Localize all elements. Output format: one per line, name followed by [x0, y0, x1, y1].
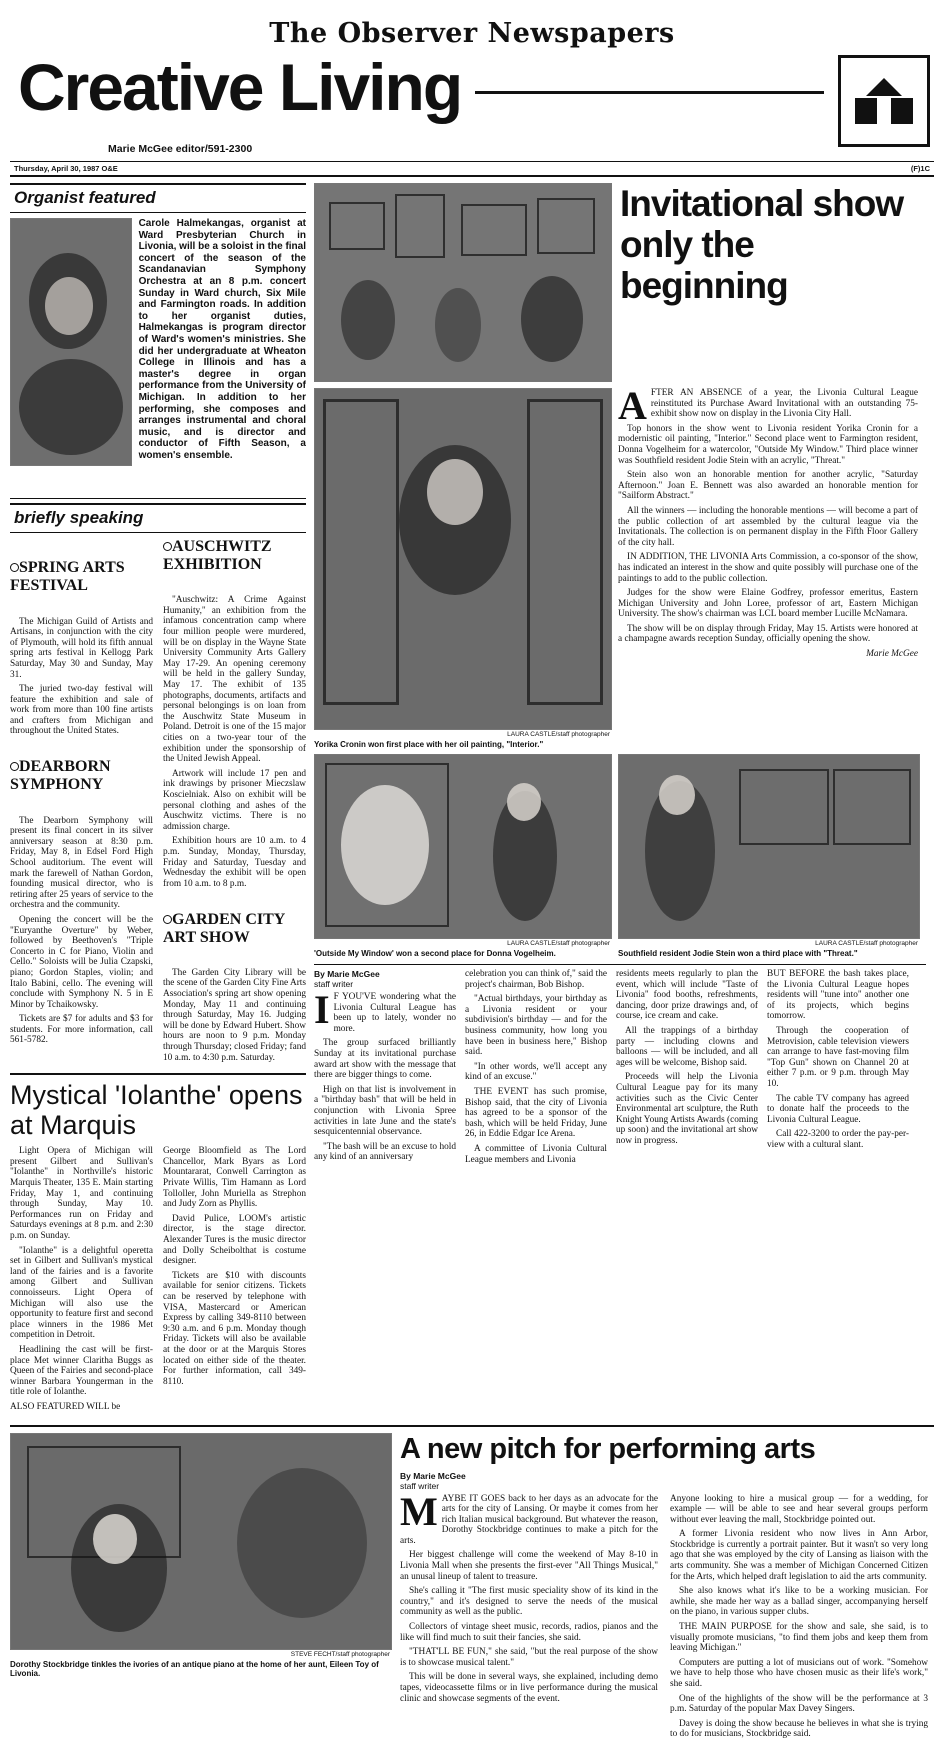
title-rule — [475, 51, 824, 94]
brief-heading: SPRING ARTS FESTIVAL — [10, 559, 125, 595]
briefly-kicker-box — [10, 503, 306, 533]
stockbridge-photo — [10, 1433, 392, 1650]
birthday-col2: celebration you can think of," said the project's chairman, Bob Bishop. "Actual birthdays, your birthday as a Livonia resident or your subdivision's birthday — and for the business community, how long you have been in business here," Bishop said. "In other words, we'll accept any kind of an excuse." THE EVENT has such promise, Bishop said, that the city of Livonia has agreed to be a sponsor of the bash, which will be held Friday, June 26, in Eddie Edgar Ice Arena. A committee of Livonia Cultural League members and Livonia — [465, 969, 607, 1165]
brief-heading: AUSCHWITZ EXHIBITION — [163, 538, 272, 573]
stockbridge-credit: STEVE FECHT/staff photographer — [290, 1650, 390, 1658]
editor-line: Marie McGee editor/591-2300 — [108, 143, 253, 155]
dropcap: M — [400, 1488, 438, 1534]
vogelheim-caption: 'Outside My Window' won a second place for Donna Vogelheim. — [314, 949, 556, 958]
bullet-icon — [163, 915, 172, 924]
brief-heading: DEARBORN SYMPHONY — [10, 758, 111, 794]
brief-paragraph: The Michigan Guild of Artists and Artisans, in conjunction with the city of Plymouth, will hold its fifth annual spring arts festival in Kellogg Park Saturday, May 30 and Sunday, May 31. — [10, 616, 153, 680]
gallery-installation-photo — [314, 183, 612, 382]
cronin-credit: LAURA CASTLE/staff photographer — [507, 731, 610, 738]
brief-item — [10, 559, 153, 737]
birthday-col1: I F YOU'VE wondering what the Livonia Cultural League has been up to lately, wonder no more. The group surfaced brilliantly Sunday at its invitational purchase award art show with the message that there are bigger things to come. High on that list is involvement in a "birthday bash" that will be held in conjunction with Livonia Spree activities in late June and the state's sesquicentennial observance. "The bash will be an excuse to hold any kind of an anniversary — [314, 987, 456, 1163]
left-column — [10, 183, 306, 1417]
brief-paragraph: The juried two-day festival will feature the exhibition and sale of work from more than 100 fine artists and crafters from Michigan and throughout the United States. — [10, 684, 153, 737]
paper-name: The Observer Newspapers — [269, 18, 675, 49]
pitch-col2: Anyone looking to hire a musical group — for a wedding, for example — will be able to see and hear several groups perform without ever leaving the mall, Stockbridge pointed out. A former Livonia resident who now lives in Ann Arbor, Stockbridge is currently a portrait painter. But it wasn't so very long ago that she was employed by the city of Lansing as liaison with the arts community. She was a member of Michigan Concerned Citizen for the Arts, which helped draft legislation to aid the arts community. She also knows what it's like to be a working musician. For awhile, she made her way as a ballad singer, accompanying herself on the piano, in various supper clubs. THE MAIN PURPOSE for the show and sale, she said, is to visually promote musicians, "to find them jobs and keep them from leaving Michigan." Computers are putting a lot of musicians out of work. "Somehow we have to help those who have chosen music as their life's work," she said. One of the highlights of the show will be the performance at 3 p.m. Saturday of the popular Max Davey Singers. Davey is doing the show because he believes in what she is trying to do for musicians, Stockbridge said. — [670, 1493, 928, 1740]
house-logo-icon — [838, 55, 930, 147]
birthday-col3: residents meets regularly to plan the event, which will include "Taste of Livonia" food booths, refreshments, dancing, door prize drawings and, of course, ice cream and cake. All the trappings of a birthday party — including clowns and balloons — will be included, and all ages will be welcome, Bishop said. Proceeds will help the Livonia Cultural League pay for its many activities such as the Civic Center Environmental art sculpture, the Ruth Knight Young Artists Awards (coming up soon) and the invitational art show now in progress. — [616, 969, 758, 1146]
brief-item — [163, 911, 306, 1064]
bullet-icon — [10, 762, 19, 771]
invitational-signature: Marie McGee — [866, 649, 918, 660]
folio-date: Thursday, April 30, 1987 O&E — [14, 164, 118, 173]
brief-paragraph: Exhibition hours are 10 a.m. to 4 p.m. Sunday, Monday, Thursday, Friday and Saturday, Tuesday and Wednesday the exhibit will be open from 10 a.m. to 8 p.m. — [163, 836, 306, 889]
briefly-items — [10, 538, 306, 1067]
folio — [10, 161, 934, 177]
organist-kicker: Organist featured — [14, 188, 156, 207]
stein-photo — [618, 754, 920, 939]
brief-paragraph: Tickets are $7 for adults and $3 for students. For more information, call 561-5782. — [10, 1014, 153, 1046]
pitch-byline: By Marie McGee staff writer — [400, 1470, 466, 1491]
cronin-caption: Yorika Cronin won first place with her oil painting, "Interior." — [314, 740, 544, 749]
organist-text: Carole Halmekangas, organist at Ward Presbyterian Church in Livonia, will be a soloist in the final concert of the season of the Scandanavian Symphony Orchestra at an 8 p.m. concert Sunday in Ward church, Six Mile and Farmington roads. In addition to her organist duties, Halmekangas is program director of Ward's women's ministries. She did her undergraduate at Wheaton College in Illinois and has a master's degree in organ performance from the University of Michigan. In addition to her performing, she composes and arranges instrumental and choral music, and is director and conductor of Fifth Season, a women's ensemble. — [138, 218, 306, 461]
content-area — [10, 183, 934, 1744]
dropcap: A — [618, 383, 647, 428]
folio-page: (F)1C — [910, 164, 930, 173]
brief-paragraph: The Garden City Library will be the scene of the Garden City Fine Arts Association's spring art show opening Monday, May 11 and continuing through Saturday, May 16. Judging will be done by Edward Hubert. Show hours are noon to 9 p.m. Monday through Thursday; closed Friday; fand 10 a.m. to 4:30 p.m. Saturday. — [163, 967, 306, 1063]
vogelheim-photo — [314, 754, 612, 939]
brief-paragraph: Opening the concert will be the "Euryanthe Overture" by Weber, followed by Beethoven's "Triple Concerto in C for Piano, Violin and Cello." Soloists will be Julia Czapski, piano; Gordon Staples, violin; and Italo Babini, cello. The evening will conclude with Symphony N. 5 in E Minor by Tchaikowsky. — [10, 914, 153, 1010]
stockbridge-caption: Dorothy Stockbridge tinkles the ivories of an antique piano at the home of her aunt, Eileen Toy of Livonia. — [10, 1659, 379, 1678]
bullet-icon — [163, 542, 172, 551]
brief-paragraph: Artwork will include 17 pen and ink drawings by prisoner Mieczslaw Koscielniak. Also on exhibit will be personal clothing and ashes of the Auschwitz victims. There is no admission charge. — [163, 768, 306, 832]
brief-item — [163, 538, 306, 889]
birthday-col4: BUT BEFORE the bash takes place, the Livonia Cultural League hopes residents will "tune into" another one of its projects, which begins tomorrow. Through the cooperation of Metrovision, cable television viewers can arrange to have fast-moving film "Top Gun" shown on Channel 20 at either 7 p.m. or 9 p.m. through May 10. The cable TV company has agreed to donate half the proceeds to the Livonia Cultural League. Call 422-3200 to order the pay-per-view with a cultural slant. — [767, 969, 909, 1150]
birthday-byline: By Marie McGee staff writer — [314, 969, 380, 989]
brief-item — [10, 758, 153, 1046]
briefly-kicker: briefly speaking — [14, 508, 144, 527]
dropcap: I — [314, 987, 330, 1032]
brief-paragraph: The Dearborn Symphony will present its final concert in its silver anniversary season at 8:30 p.m. Friday, May 8, in Edsel Ford High School auditorium. The event will mark the farewell of Nathan Gordon, founding musical director, who is retiring after 25 years of service to the orchestra and the community. — [10, 815, 153, 911]
pitch-col1: MAYBE IT GOES back to her days as an advocate for the arts for the city of Lansing. Or maybe it comes from her rich Italian musical background. But whatever the reason, Dorothy Stockbridge continues to make a pitch for the arts. Her biggest challenge will come the weekend of May 8-10 in Livonia Mall when she presents the first-ever "All Things Musical," an unusal lineup of talent to treasure. She's calling it "The first music speciality show of its kind in the country," and it's designed to serve the needs of the musical community as well as the public. Collectors of vintage sheet music, records, radios, pianos and the like will find much to suit their fancies, she said. "THAT'LL BE FUN," she said, "but the real purpose of the show is to showcase musical talent." This will be done in several ways, she explained, including demo tapes, videocassette films or in live performance during the musical clinic and showcase segments of the event. — [400, 1488, 658, 1704]
iolanthe-col2: George Bloomfield as The Lord Chancellor, Mark Byars as Lord Mountararat, Conwell Carrington as Private Willis, Tim Hamann as Lord Tolloller, John Muriella as Strephon and Judy Zorn as Phyllis. David Pulice, LOOM's artistic director, is the stage director. Alexander Tures is the music director and Dolly Scheibolthat is costume designer. Tickets are $10 with discounts available for senior citizens. Tickets can be reserved by telephone with VISA, Mastercard or American Express by calling 349-8110 between 9:30 a.m. and 6 p.m. Monday though Friday. Tickets will also be available at the door or at the Marquis Stores located on either side of the theater. For further information, call 349-8110. — [163, 1146, 306, 1387]
organist-portrait-photo — [10, 218, 132, 466]
brief-paragraph: "Auschwitz: A Crime Against Humanity," an exhibition from the infamous concentration camp where four million people were murdered, will be on display in the Wayne State University Community Arts Gallery May 17-29. An opening ceremony will be held in the gallery Sunday, May 17. The exhibit of 135 photographs, documents, artifacts and personal belongings is on loan from the Auschwitz State Museum in Poland. Detroit is one of the 15 major cities on a two-year tour of the exhibition under the sponsorship of the United Jewish Appeal. — [163, 595, 306, 765]
vogelheim-credit: LAURA CASTLE/staff photographer — [507, 940, 610, 947]
pitch-headline: A new pitch for performing arts — [400, 1432, 816, 1465]
page-title: Creative Living — [18, 50, 462, 124]
masthead — [0, 0, 944, 49]
iolanthe-headline: Mystical 'Iolanthe' opens at Marquis — [10, 1080, 303, 1141]
stein-caption: Southfield resident Jodie Stein won a third place with "Threat." — [618, 949, 858, 958]
invitational-headline: Invitational show only the beginning — [620, 183, 904, 306]
brief-heading: GARDEN CITY ART SHOW — [163, 910, 285, 946]
stein-credit: LAURA CASTLE/staff photographer — [815, 940, 918, 947]
organist-kicker-box — [10, 183, 306, 213]
section-title-row — [0, 49, 944, 147]
invitational-body: AFTER AN ABSENCE of a year, the Livonia Cultural League reinstituted its Purchase Award Invitational with an outstanding 75-exhibit show now on display in the Livonia City Hall. Top honors in the show went to Livonia resident Yorika Cronin for a modernistic oil painting, "Interior." Second place went to Farmington resident, Donna Vogelheim for a watercolor, "Outside My Window." Third place winner was Southfield resident Jodie Stein with an acrylic, "Threat." Stein also won an honorable mention for another acrylic, "Saturday Afternoon." Joan E. Bennett was also awarded an honorable mention for "Sailform Abstract." All the winners — including the honorable mentions — will become a part of the public collection of art assembled by the cultural league via the Invitationals. The collection is on permanent display in the Fifth Floor Gallery of the city hall. IN ADDITION, THE LIVONIA Arts Commission, a co-sponsor of the show, has indicated an interest in the show and quite possibly will purchase one of the paintings to add to the public collection. Judges for the show were Elaine Godfrey, professor emeritus, Eastern Michigan University and John Loree, professor of art, Eastern Michigan University. The show's chairman was LCL board member Lucille McNamara. The show will be on display through Friday, May 15. Artists were honored at a champagne awards reception Sunday, officially opening the show. — [618, 383, 918, 645]
bullet-icon — [10, 563, 19, 572]
iolanthe-col1: Light Opera of Michigan will present Gilbert and Sullivan's "Iolanthe" in Northville's historic Marquis Theater, 135 E. Main starting Friday, May 1, and continuing through Sunday, May 10. Performances run on Friday and Saturdays evenings at 8 p.m. and 2:30 p.m. on Sunday. "Iolanthe" is a delightful operetta set in Gilbert and Sullivan's mystical land of the fairies and is a favorite among Gilbert and Sullivan connoisseurs. Light Opera of Michigan will also use the opportunity to feature first and second place winners in the 1986 Met competition in Detroit. Headlining the cast will be first-place Met winner Claritha Buggs as Queen of the Fairies and second-place winner Barbara Youngerman in the title role of Iolanthe. ALSO FEATURED WILL be — [10, 1146, 153, 1412]
cronin-photo — [314, 388, 612, 730]
